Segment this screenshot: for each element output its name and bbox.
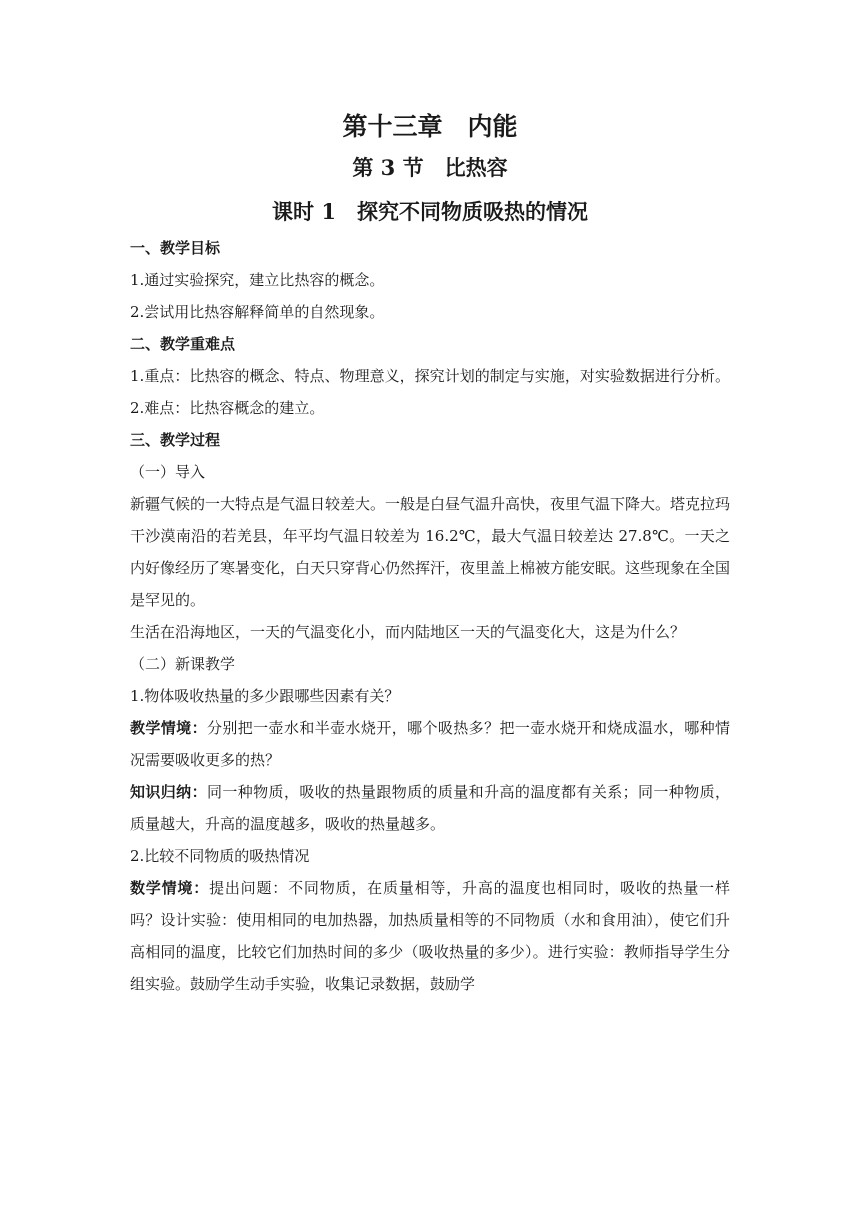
- document-content: [130, 106, 730, 1000]
- question-1: 1.物体吸收热量的多少跟哪些因素有关？: [130, 687, 400, 705]
- intro-paragraph-1: 新疆气候的一大特点是气温日较差大。一般是白昼气温升高快，夜里气温下降大。塔克拉玛干沙漠南沿的若羌县，年平均气温日较差为 16.2℃，最大气温日较差达 27.8℃。一天之内好像经历了寒暑变化，白天只穿背心仍然挥汗，夜里盖上棉被方能安眠。这些现象在全国是罕见的。: [130, 495, 731, 609]
- summary-1-paragraph: [130, 776, 730, 840]
- key-points-text: 1.重点：比热容的概念、特点、物理意义，探究计划的制定与实施，对实验数据进行分析。2.难点：比热容概念的建立。: [130, 367, 730, 417]
- process-heading: 三、教学过程: [130, 431, 221, 449]
- goal-item-1: 1.通过实验探究，建立比热容的概念。: [130, 271, 385, 289]
- situation-2-label: 数学情境：: [130, 879, 210, 897]
- chapter-title: 第十三章 内能: [342, 112, 518, 141]
- goals-heading: 一、教学目标: [130, 239, 221, 257]
- question-2: 2.比较不同物质的吸热情况: [130, 847, 310, 865]
- goal-item-2: 2.尝试用比热容解释简单的自然现象。: [130, 303, 385, 321]
- key-points-heading: 二、教学重难点: [130, 335, 236, 353]
- intro-paragraph-2: 生活在沿海地区，一天的气温变化小，而内陆地区一天的气温变化大，这是为什么？: [130, 623, 686, 641]
- lesson-title: 课时 1 探究不同物质吸热的情况: [272, 199, 588, 224]
- situation-1-label: 教学情境：: [130, 719, 207, 737]
- situation-1-text: 分别把一壶水和半壶水烧开，哪个吸热多？把一壶水烧开和烧成温水，哪种情况需要吸收更多的热？: [130, 719, 730, 769]
- situation-2-paragraph: [130, 872, 730, 1000]
- section-title: 第 3 节 比热容: [352, 155, 508, 180]
- summary-1-label: 知识归纳：: [130, 783, 207, 801]
- intro-heading: （一）导入: [130, 463, 206, 481]
- situation-1-paragraph: [130, 712, 730, 776]
- summary-1-text: 同一种物质，吸收的热量跟物质的质量和升高的温度都有关系；同一种物质，质量越大，升高的温度越多，吸收的热量越多。: [130, 783, 730, 833]
- situation-2-text: 提出问题：不同物质，在质量相等，升高的温度也相同时，吸收的热量一样吗？设计实验：使用相同的电加热器，加热质量相等的不同物质（水和食用油），使它们升高相同的温度，比较它们加热时间的多少（吸收热量的多少）。进行实验：教师指导学生分组实验。鼓励学生动手实验，收集记录数据，鼓励学: [130, 879, 730, 993]
- new-lesson-heading: （二）新课教学: [130, 655, 236, 673]
